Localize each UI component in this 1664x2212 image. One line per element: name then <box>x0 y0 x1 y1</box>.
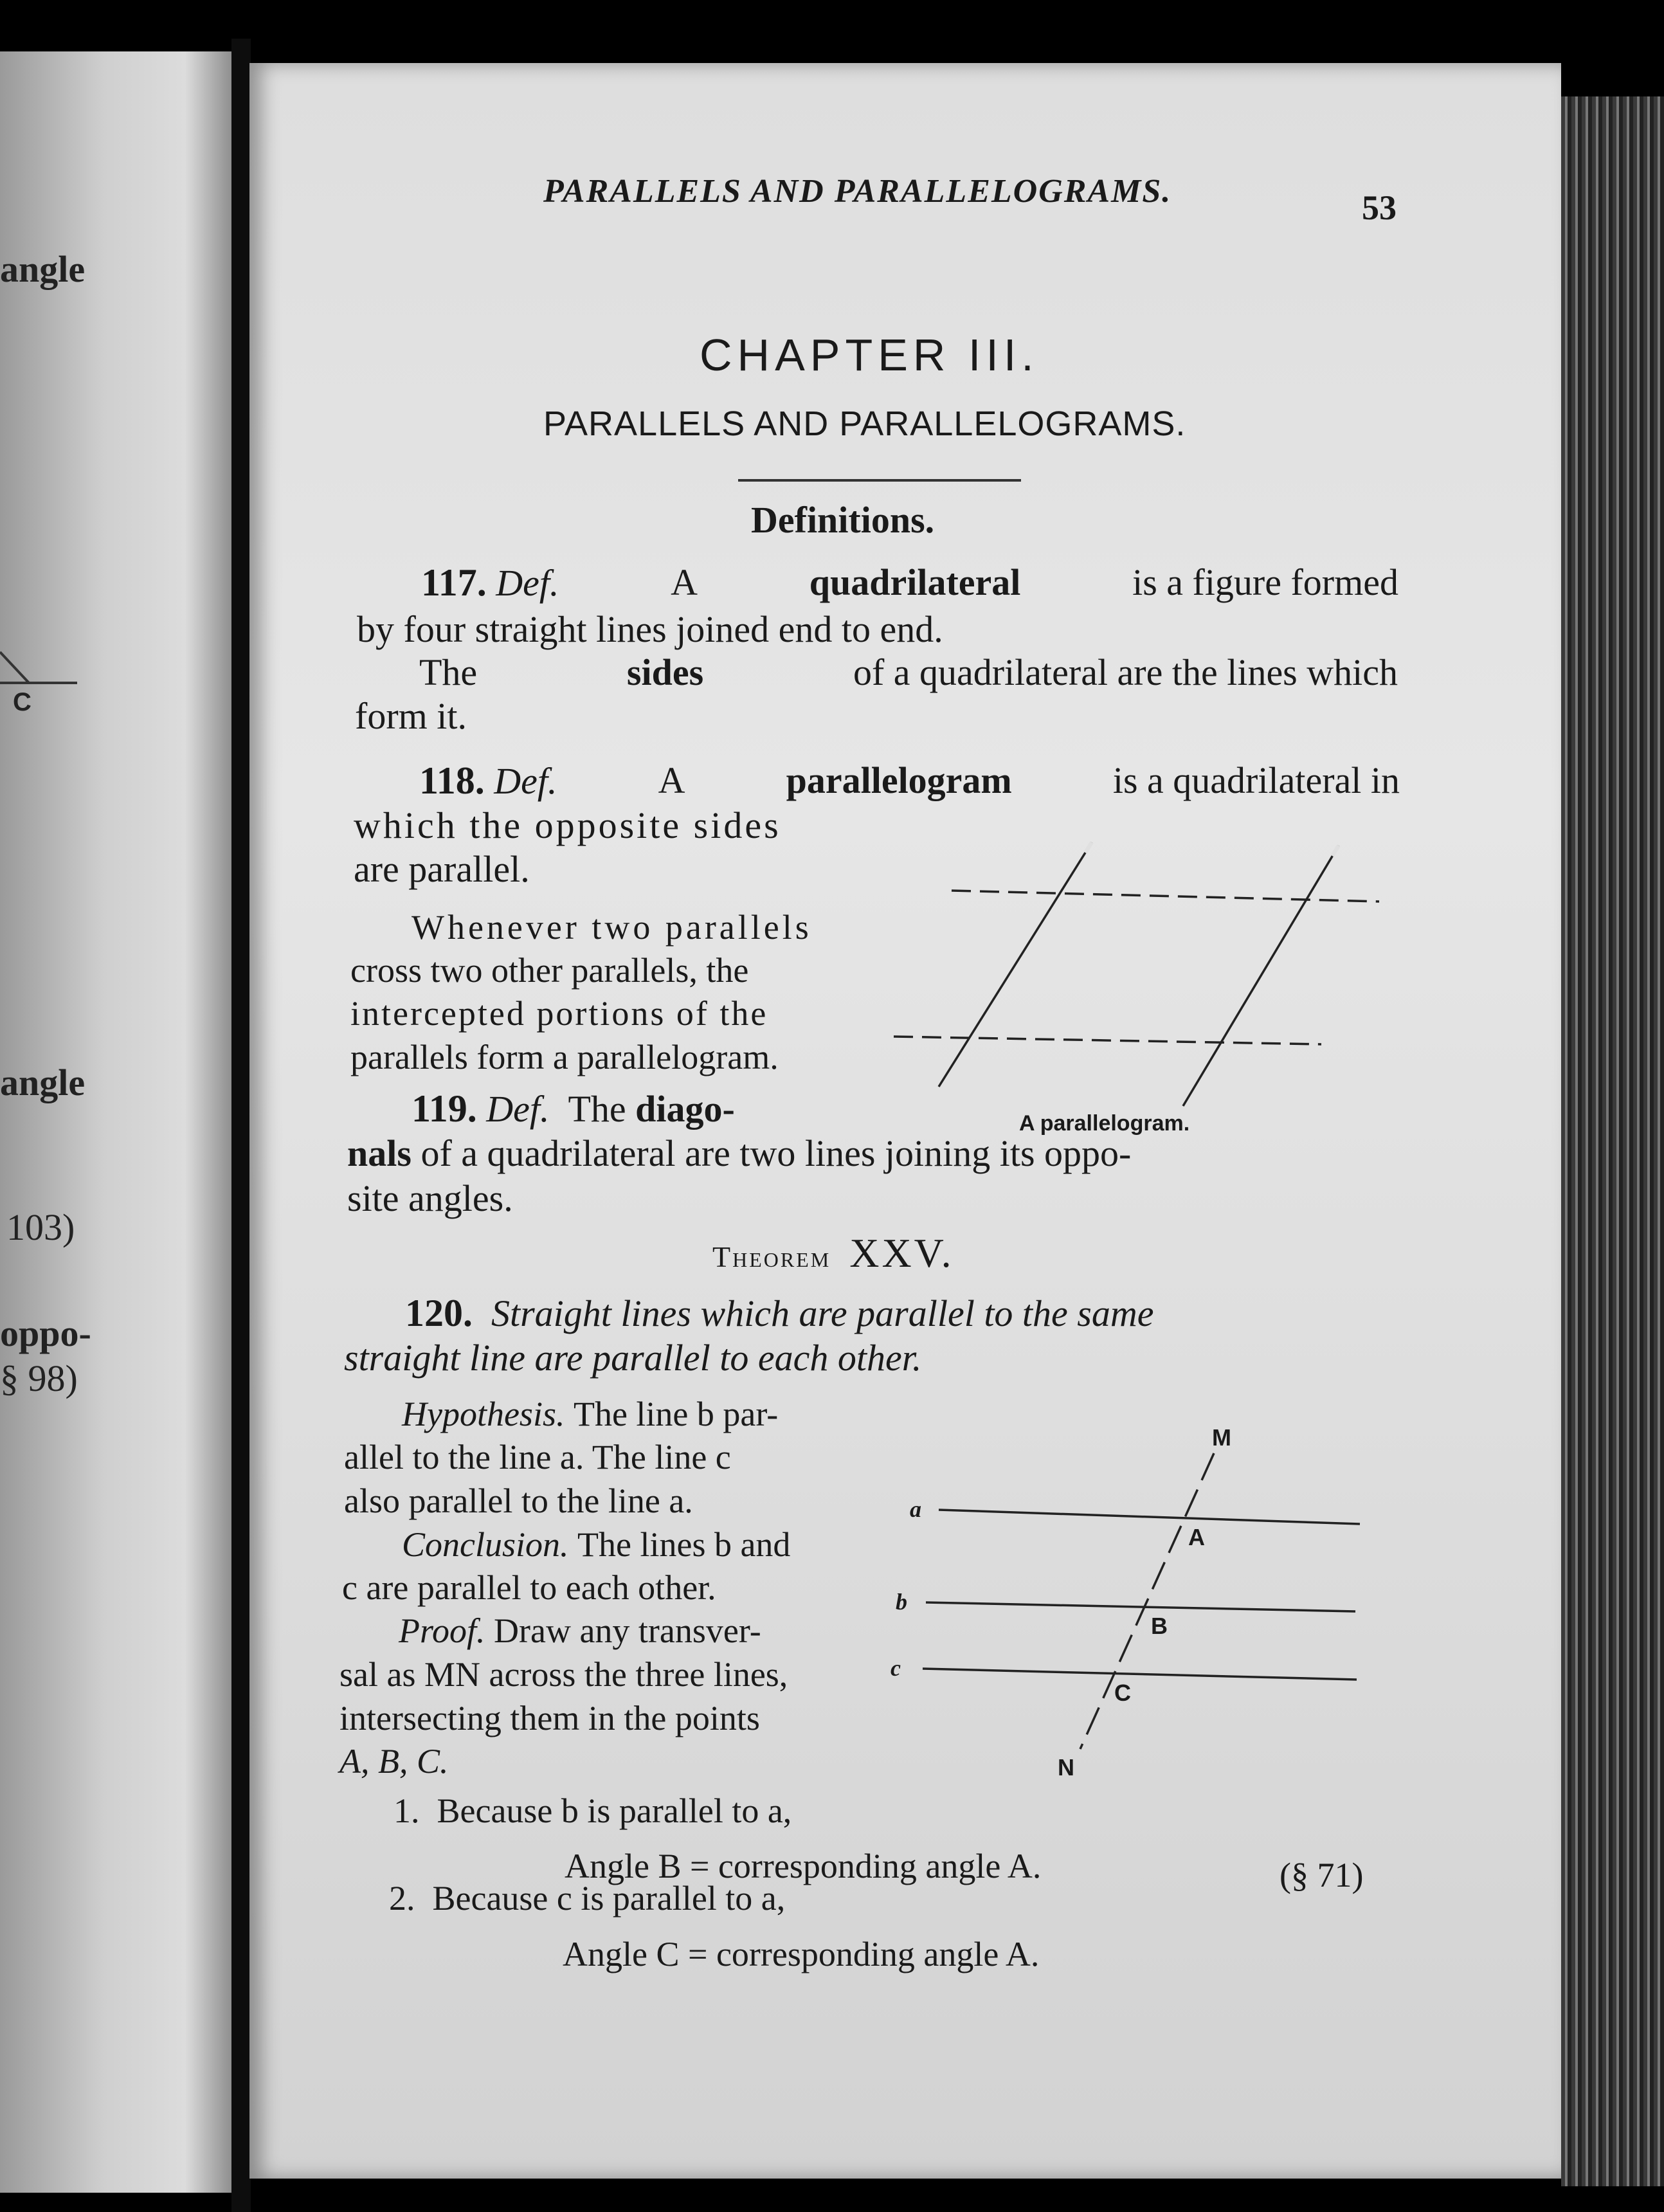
def-117-rest: is a figure formed <box>1132 561 1398 603</box>
def-119-line3: site angles. <box>347 1177 513 1219</box>
left-fragment-ref-98: § 98) <box>0 1357 78 1399</box>
line-a <box>939 1510 1360 1524</box>
chapter-title: CHAPTER III. <box>700 330 1039 380</box>
theorem-number-roman: XXV. <box>849 1230 954 1276</box>
def-118-note-4: parallels form a parallelogram. <box>350 1038 779 1076</box>
def-117-sides-term: sides <box>626 651 704 693</box>
def-117-sides-line <box>419 651 1398 694</box>
step-1-text: Because b is parallel to a, <box>437 1791 792 1830</box>
hypothesis-line1 <box>402 1392 778 1436</box>
proof-line1 <box>399 1609 761 1653</box>
label-line-a: a <box>910 1496 921 1522</box>
label-point-a: A <box>1188 1524 1205 1550</box>
label-n: N <box>1058 1754 1074 1781</box>
def-118-term: parallelogram <box>786 759 1012 801</box>
def-118-note-1: Whenever two parallels <box>411 908 812 947</box>
def-117-sides-end: form it. <box>355 695 467 737</box>
step-1-ref: (§ 71) <box>1280 1856 1364 1894</box>
hypothesis-tag: Hypothesis. <box>402 1395 565 1433</box>
def-118-note-3: intercepted portions of the <box>350 994 768 1033</box>
label-m: M <box>1212 1424 1231 1451</box>
chapter-subtitle: PARALLELS AND PARALLELOGRAMS. <box>543 404 1186 443</box>
step-2 <box>389 1876 785 1920</box>
parallelogram-right-transversal <box>1183 846 1339 1106</box>
def-119-tag: Def. <box>486 1088 550 1130</box>
hypothesis-text-1: The line b par- <box>573 1395 779 1433</box>
book-gutter <box>231 39 251 2212</box>
proof-line4: A, B, C. <box>339 1742 449 1781</box>
def-119-term-b: nals <box>347 1132 411 1174</box>
parallelogram-figure <box>881 830 1395 1125</box>
label-line-b: b <box>896 1589 907 1615</box>
label-point-b: B <box>1151 1613 1168 1639</box>
chapter-divider <box>738 479 1021 482</box>
page-edges <box>1561 96 1664 2186</box>
hypothesis-line2: allel to the line a. The line c <box>344 1438 731 1476</box>
proof-tag: Proof. <box>399 1611 485 1650</box>
theorem-heading <box>712 1229 954 1277</box>
def-117-number: 117. <box>421 561 487 604</box>
theorem-statement-1: Straight lines which are parallel to the same <box>491 1292 1154 1334</box>
conclusion-text-1: The lines b and <box>577 1525 791 1564</box>
parallelogram-upper-parallel <box>952 891 1379 902</box>
def-117-sides-a: The <box>419 651 478 693</box>
line-c <box>923 1669 1357 1680</box>
def-117-tag: Def. <box>496 562 559 604</box>
def-118-line3: are parallel. <box>354 848 530 890</box>
left-fragment-ref-103: 103) <box>6 1206 75 1248</box>
def-118-a: A <box>658 759 685 801</box>
def-118-rest: is a quadrilateral in <box>1112 759 1400 801</box>
running-title: PARALLELS AND PARALLELOGRAMS. <box>543 173 1172 210</box>
transversal-figure <box>881 1402 1370 1800</box>
left-fragment-angle-1: angle <box>0 248 86 290</box>
proof-text-1: Draw any transver- <box>494 1611 761 1650</box>
line-b <box>926 1602 1355 1611</box>
def-119-the: The <box>568 1088 626 1130</box>
def-117-a: A <box>671 561 698 603</box>
def-118-tag: Def. <box>494 760 557 802</box>
theorem-number: 120. <box>405 1292 473 1334</box>
step-1 <box>393 1789 791 1833</box>
theorem-statement-line1 <box>405 1291 1154 1336</box>
left-fragment-c: C <box>13 688 32 716</box>
hypothesis-line3: also parallel to the line a. <box>344 1482 693 1520</box>
def-117-sides-b: of a quadrilateral are the lines which <box>853 651 1398 693</box>
section-heading: Definitions. <box>751 499 935 541</box>
left-fragment-oppo: oppo- <box>0 1312 91 1354</box>
def-118-line2: which the opposite sides <box>354 804 781 846</box>
def-118-note-2: cross two other parallels, the <box>350 951 749 990</box>
left-page-fragment <box>0 51 231 2193</box>
step-2-result: Angle C = corresponding angle A. <box>563 1935 1040 1973</box>
left-fragment-angle-2: angle <box>0 1062 86 1103</box>
left-angle-figure-fragment <box>0 649 129 688</box>
step-1-number: 1. <box>393 1791 420 1830</box>
parallelogram-caption: A parallelogram. <box>1019 1111 1190 1136</box>
def-117-line1 <box>421 561 1398 605</box>
label-line-c: c <box>891 1655 901 1681</box>
step-2-text: Because c is parallel to a, <box>432 1879 786 1917</box>
def-119-line1 <box>411 1087 735 1131</box>
proof-line3: intersecting them in the points <box>339 1699 760 1737</box>
step-1-result: Angle B = corresponding angle A. <box>565 1847 1042 1885</box>
step-2-number: 2. <box>389 1879 415 1917</box>
parallelogram-left-transversal <box>939 842 1092 1087</box>
def-119-rest: of a quadrilateral are two lines joining its oppo- <box>421 1132 1132 1174</box>
theorem-statement-line2: straight line are parallel to each other. <box>344 1337 922 1379</box>
label-point-c: C <box>1114 1680 1131 1706</box>
def-119-term-a: diago- <box>635 1088 735 1130</box>
def-119-number: 119. <box>411 1087 477 1130</box>
conclusion-line1 <box>402 1523 790 1566</box>
def-118-number: 118. <box>419 759 485 802</box>
parallelogram-lower-parallel <box>894 1037 1321 1044</box>
theorem-label: Theorem <box>712 1240 831 1273</box>
def-118-line1 <box>419 759 1400 803</box>
proof-line2: sal as MN across the three lines, <box>339 1655 788 1694</box>
transversal-mn <box>1080 1453 1214 1749</box>
def-117-term: quadrilateral <box>809 561 1021 603</box>
conclusion-line2: c are parallel to each other. <box>342 1568 716 1607</box>
def-119-line2 <box>347 1132 1131 1175</box>
conclusion-tag: Conclusion. <box>402 1525 569 1564</box>
page-number: 53 <box>1362 188 1397 227</box>
def-117-line2: by four straight lines joined end to end. <box>357 608 943 650</box>
